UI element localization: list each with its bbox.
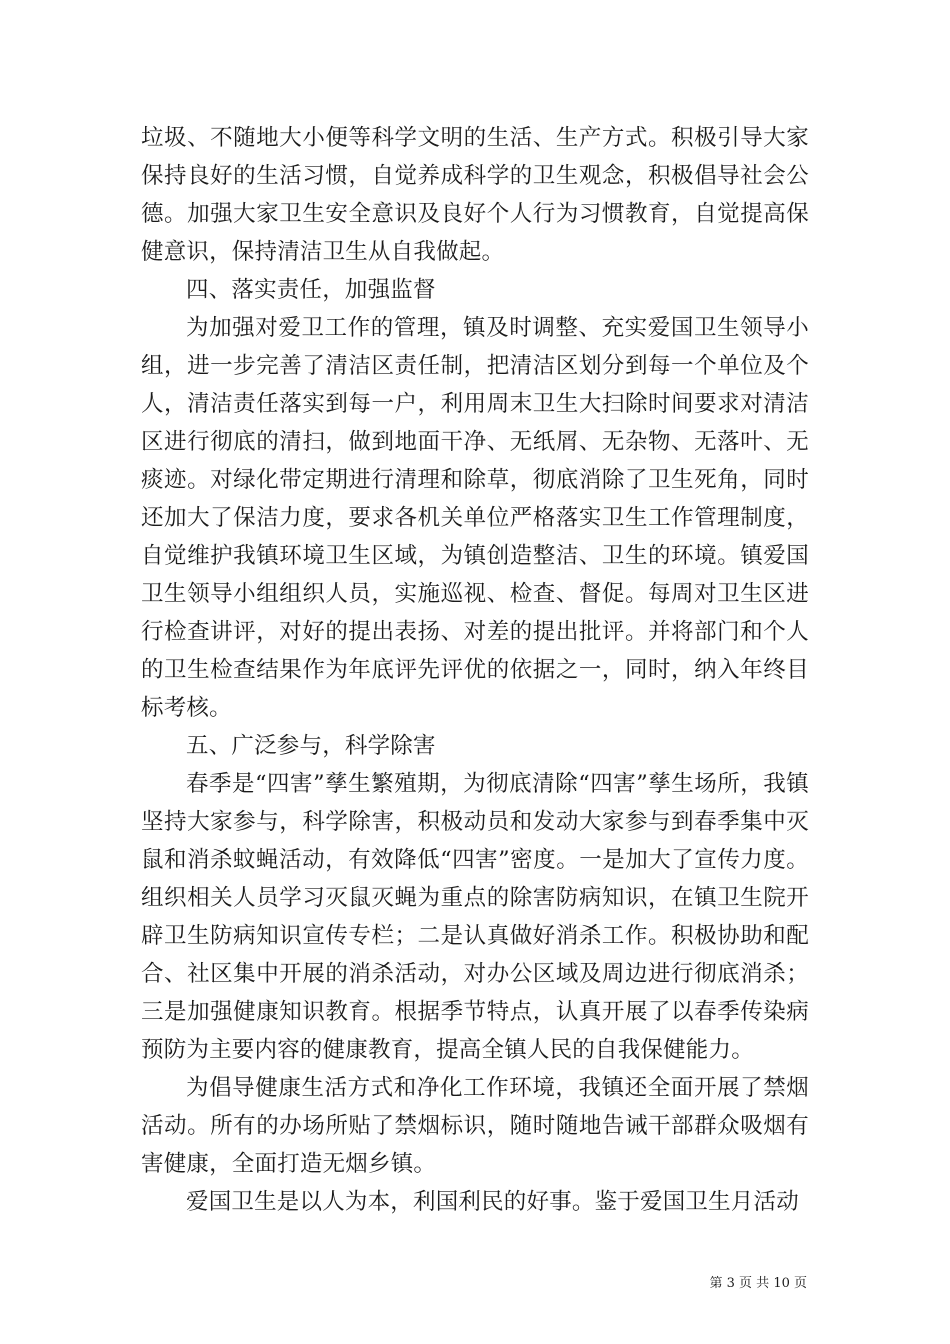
paragraph: 爱国卫生是以人为本，利国利民的好事。鉴于爱国卫生月活动 — [186, 1189, 799, 1215]
paragraph: 垃圾、不随地大小便等科学文明的生活、生产方式。积极引导大家保持良好的生活习惯，自觉养成科学的卫生观念，积极倡导社会公德。加强大家卫生安全意识及良好个人行为习惯教育，自觉提高保健意识，保持清洁卫生从自我做起。 — [141, 125, 809, 265]
section-heading: 四、落实责任，加强监督 — [186, 277, 436, 303]
paragraph: 为倡导健康生活方式和净化工作环境，我镇还全面开展了禁烟活动。所有的办场所贴了禁烟标识，随时随地告诫干部群众吸烟有害健康，全面打造无烟乡镇。 — [141, 1075, 809, 1177]
page-number-footer: 第 3 页 共 10 页 — [709, 1276, 807, 1291]
section-heading: 五、广泛参与，科学除害 — [186, 733, 436, 759]
paragraph: 为加强对爱卫工作的管理，镇及时调整、充实爱国卫生领导小组，进一步完善了清洁区责任制，把清洁区划分到每一个单位及个人，清洁责任落实到每一户，利用周末卫生大扫除时间要求对清洁区进行彻底的清扫，做到地面干净、无纸屑、无杂物、无落叶、无痰迹。对绿化带定期进行清理和除草，彻底消除了卫生死角，同时还加大了保洁力度，要求各机关单位严格落实卫生工作管理制度，自觉维护我镇环境卫生区域，为镇创造整洁、卫生的环境。镇爱国卫生领导小组组织人员，实施巡视、检查、督促。每周对卫生区进行检查讲评，对好的提出表扬、对差的提出批评。并将部门和个人的卫生检查结果作为年底评先评优的依据之一，同时，纳入年终目标考核。 — [141, 315, 809, 721]
document-body — [141, 119, 809, 1221]
paragraph: 春季是“四害”孳生繁殖期，为彻底清除“四害”孳生场所，我镇坚持大家参与，科学除害，积极动员和发动大家参与到春季集中灭鼠和消杀蚊蝇活动，有效降低“四害”密度。一是加大了宣传力度。组织相关人员学习灭鼠灭蝇为重点的除害防病知识，在镇卫生院开辟卫生防病知识宣传专栏；二是认真做好消杀工作。积极协助和配合、社区集中开展的消杀活动，对办公区域及周边进行彻底消杀；三是加强健康知识教育。根据季节特点，认真开展了以春季传染病预防为主要内容的健康教育，提高全镇人民的自我保健能力。 — [141, 771, 809, 1063]
